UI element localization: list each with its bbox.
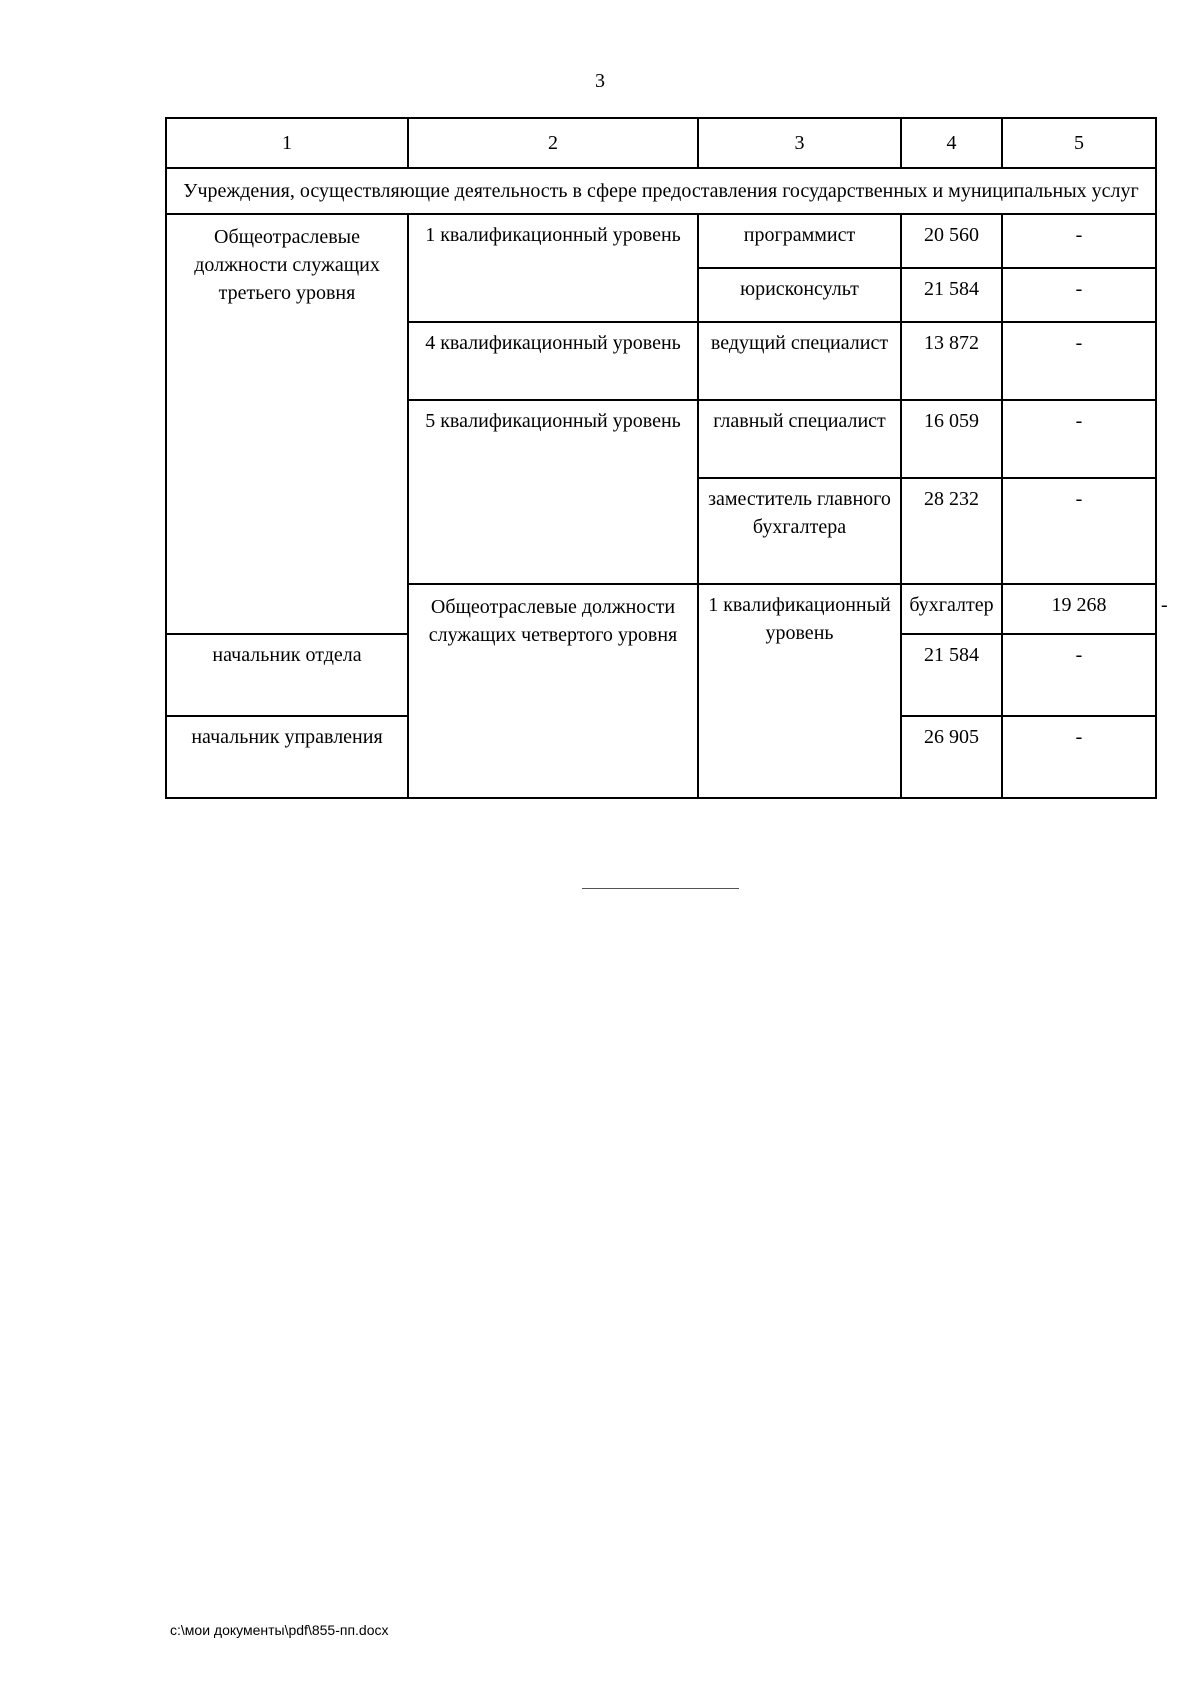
qualification-level: 1 квалификационный уровень bbox=[698, 584, 901, 798]
position-title: главный специалист bbox=[698, 400, 901, 478]
page-number: 3 bbox=[595, 70, 605, 92]
qualification-level: 4 квалификационный уровень bbox=[408, 322, 698, 400]
salary-value: 21 584 bbox=[901, 634, 1002, 716]
salary-value: 20 560 bbox=[901, 214, 1002, 268]
col5-value: - bbox=[1002, 716, 1156, 798]
group-name: Общеотраслевые должности служащих третьего уровня bbox=[166, 214, 408, 634]
position-title: начальник отдела bbox=[166, 634, 408, 716]
salary-value: 21 584 bbox=[901, 268, 1002, 322]
separator-line bbox=[582, 888, 739, 889]
salary-value: 26 905 bbox=[901, 716, 1002, 798]
position-title: программист bbox=[698, 214, 901, 268]
salary-table bbox=[165, 117, 1168, 799]
header-cell: 5 bbox=[1002, 118, 1156, 168]
header-cell: 4 bbox=[901, 118, 1002, 168]
footer-file-path: c:\мои документы\pdf\855-пп.docx bbox=[170, 1622, 389, 1638]
qualification-level: 1 квалификационный уровень bbox=[408, 214, 698, 322]
header-cell: 3 bbox=[698, 118, 901, 168]
col5-value: - bbox=[1002, 634, 1156, 716]
salary-value: 16 059 bbox=[901, 400, 1002, 478]
table-row bbox=[166, 214, 1156, 268]
col5-value: - bbox=[1002, 268, 1156, 322]
position-title: бухгалтер bbox=[901, 584, 1002, 634]
col5-value: - bbox=[1002, 322, 1156, 400]
salary-value: 13 872 bbox=[901, 322, 1002, 400]
group-name: Общеотраслевые должности служащих четвертого уровня bbox=[408, 584, 698, 798]
position-title: ведущий специалист bbox=[698, 322, 901, 400]
salary-value: 28 232 bbox=[901, 478, 1002, 584]
table-row: Общеотраслевые должности служащих четвертого уровня 1 квалификационный уровень бухгалтер 19 268 - bbox=[166, 584, 1156, 634]
qualification-level: 5 квалификационный уровень bbox=[408, 400, 698, 584]
position-title: начальник управления bbox=[166, 716, 408, 798]
position-title: заместитель главного бухгалтера bbox=[698, 478, 901, 584]
section-title: Учреждения, осуществляющие деятельность в сфере предоставления государственных и муниципальных услуг bbox=[166, 168, 1156, 214]
header-cell: 2 bbox=[408, 118, 698, 168]
table-header-row bbox=[166, 118, 1156, 168]
col5-value: - bbox=[1002, 478, 1156, 584]
header-cell: 1 bbox=[166, 118, 408, 168]
col5-value: - bbox=[1002, 214, 1156, 268]
col5-value: - bbox=[1002, 400, 1156, 478]
section-title-row bbox=[166, 168, 1156, 214]
position-title: юрисконсульт bbox=[698, 268, 901, 322]
salary-value: 19 268 bbox=[1002, 584, 1156, 634]
